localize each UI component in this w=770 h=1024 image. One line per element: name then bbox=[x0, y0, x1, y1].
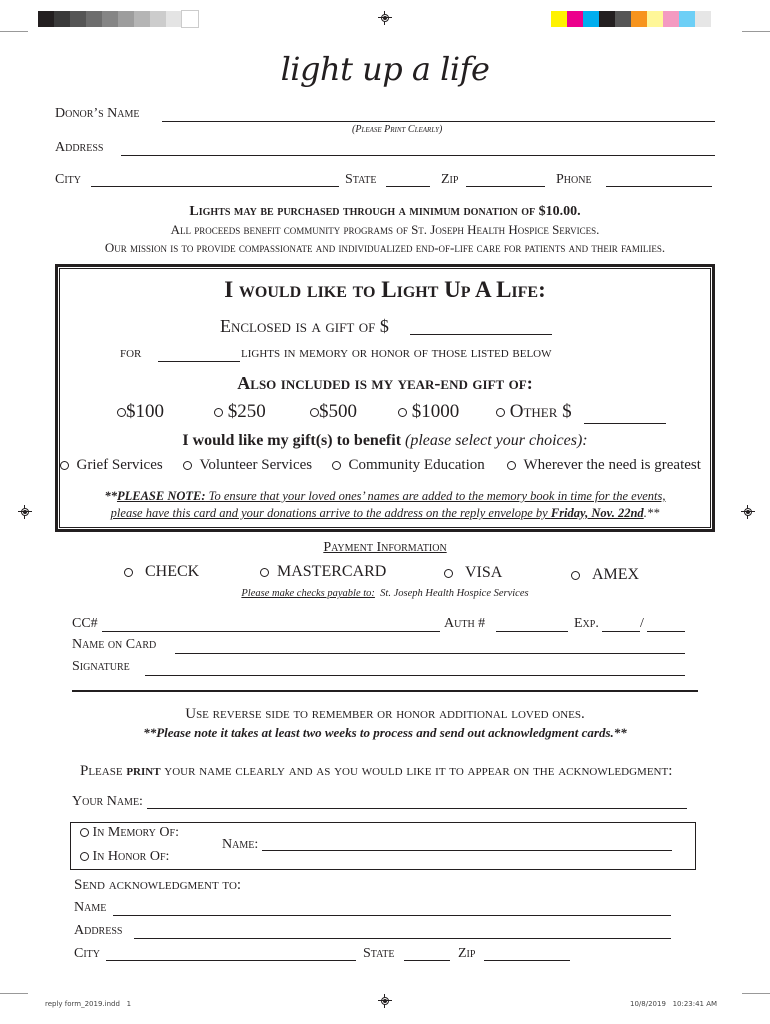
color-swatch bbox=[551, 11, 567, 27]
zip-label: Zip bbox=[441, 172, 459, 187]
color-swatch bbox=[567, 11, 583, 27]
radio-icon bbox=[571, 571, 580, 580]
honoree-name-field[interactable] bbox=[262, 850, 672, 851]
color-swatch bbox=[150, 11, 166, 27]
radio-icon bbox=[80, 852, 89, 861]
city-field[interactable] bbox=[91, 186, 339, 187]
send-acknowledgment-label: Send acknowledgment to: bbox=[74, 877, 242, 893]
your-name-label: Your Name: bbox=[72, 794, 143, 809]
radio-icon bbox=[444, 569, 453, 578]
amount-1000[interactable]: $1000 bbox=[398, 401, 459, 423]
ack-name-label: Name bbox=[74, 900, 107, 915]
color-swatch bbox=[86, 11, 102, 27]
lights-count-field[interactable] bbox=[158, 361, 240, 362]
cc-number-field[interactable] bbox=[102, 631, 440, 632]
color-swatch bbox=[679, 11, 695, 27]
exp-year-field[interactable] bbox=[647, 631, 685, 632]
radio-icon bbox=[124, 568, 133, 577]
payment-heading: Payment Information bbox=[323, 540, 447, 555]
exp-label: Exp. bbox=[574, 616, 599, 631]
amount-250[interactable]: $250 bbox=[214, 401, 266, 423]
city-label: City bbox=[55, 172, 81, 187]
state-field[interactable] bbox=[386, 186, 430, 187]
benefit-volunteer[interactable]: Volunteer Services bbox=[183, 457, 312, 474]
benefit-grief[interactable]: Grief Services bbox=[60, 457, 163, 474]
color-swatch bbox=[134, 11, 150, 27]
color-swatch bbox=[647, 11, 663, 27]
auth-label: Auth # bbox=[444, 616, 486, 631]
color-swatch bbox=[38, 11, 54, 27]
color-swatch bbox=[70, 11, 86, 27]
address-field[interactable] bbox=[121, 155, 715, 156]
radio-icon bbox=[260, 568, 269, 577]
color-swatch bbox=[599, 11, 615, 27]
exp-separator: / bbox=[640, 616, 644, 631]
radio-icon bbox=[496, 408, 505, 417]
auth-field[interactable] bbox=[496, 631, 568, 632]
for-tail: lights in memory or honor of those listed below bbox=[241, 345, 552, 361]
in-honor-option[interactable]: In Honor Of: bbox=[80, 849, 169, 865]
payment-mastercard[interactable]: MASTERCARD bbox=[260, 563, 386, 581]
color-swatch bbox=[583, 11, 599, 27]
payment-check[interactable]: CHECK bbox=[124, 563, 199, 581]
benefit-wherever-needed[interactable]: Wherever the need is greatest bbox=[507, 457, 701, 474]
enclosed-label: Enclosed is a gift of $ bbox=[220, 316, 389, 336]
radio-icon bbox=[117, 408, 126, 417]
amount-500[interactable]: $500 bbox=[310, 401, 357, 423]
color-swatch bbox=[166, 11, 182, 27]
intro-line-3: Our mission is to provide compassionate and individualized end-of-life care for patients and their families. bbox=[104, 240, 666, 255]
name-on-card-label: Name on Card bbox=[72, 637, 157, 652]
acknowledgment-instruction: Please print your name clearly and as you would like it to appear on the acknowledgment: bbox=[80, 763, 673, 779]
registration-mark-icon bbox=[378, 11, 392, 25]
your-name-field[interactable] bbox=[147, 808, 687, 809]
zip-field[interactable] bbox=[466, 186, 545, 187]
signature-label: Signature bbox=[72, 659, 130, 674]
ack-state-label: State bbox=[363, 946, 395, 961]
color-swatch bbox=[695, 11, 711, 27]
state-label: State bbox=[345, 172, 377, 187]
cc-label: CC# bbox=[72, 616, 98, 631]
color-swatch bbox=[663, 11, 679, 27]
color-swatch bbox=[102, 11, 118, 27]
ack-address-field[interactable] bbox=[134, 938, 671, 939]
footer-filename: reply form_2019.indd 1 bbox=[45, 1000, 132, 1008]
crop-mark bbox=[0, 993, 28, 994]
phone-label: Phone bbox=[556, 172, 592, 187]
crop-mark bbox=[0, 31, 28, 32]
payment-amex[interactable]: AMEX bbox=[571, 566, 639, 584]
registration-mark-icon bbox=[378, 994, 392, 1008]
radio-icon bbox=[60, 461, 69, 470]
benefit-heading: I would like my gift(s) to benefit (please select your choices): bbox=[182, 432, 588, 449]
print-clearly-note: (Please Print Clearly) bbox=[352, 124, 443, 135]
ack-city-label: City bbox=[74, 946, 100, 961]
address-label: Address bbox=[55, 140, 104, 155]
donor-name-field[interactable] bbox=[162, 121, 715, 122]
color-swatch bbox=[615, 11, 631, 27]
payment-visa[interactable]: VISA bbox=[444, 564, 502, 582]
reverse-side-note: Use reverse side to remember or honor additional loved ones. bbox=[185, 706, 585, 722]
honoree-name-label: Name: bbox=[222, 837, 259, 852]
section-divider bbox=[72, 690, 698, 692]
exp-month-field[interactable] bbox=[602, 631, 640, 632]
benefit-community-education[interactable]: Community Education bbox=[332, 457, 485, 474]
enclosed-amount-field[interactable] bbox=[410, 334, 552, 335]
deadline-note: **PLEASE NOTE: To ensure that your loved ones’ names are added to the memory book in time for the events, please have this card and your donations arrive to the address on the reply envelope by Friday, Nov. 22nd.** bbox=[104, 489, 666, 520]
radio-icon bbox=[507, 461, 516, 470]
ack-state-field[interactable] bbox=[404, 960, 450, 961]
amount-other[interactable]: Other $ bbox=[496, 401, 572, 423]
other-amount-field[interactable] bbox=[584, 423, 666, 424]
color-swatch bbox=[54, 11, 70, 27]
signature-field[interactable] bbox=[145, 675, 685, 676]
radio-icon bbox=[214, 408, 223, 417]
amount-100[interactable]: $100 bbox=[117, 401, 164, 423]
page-title: light up a life bbox=[280, 50, 490, 88]
checks-payable-note: Please make checks payable to: St. Joseph Health Hospice Services bbox=[241, 588, 529, 599]
ack-city-field[interactable] bbox=[106, 960, 356, 961]
radio-icon bbox=[332, 461, 341, 470]
phone-field[interactable] bbox=[606, 186, 712, 187]
year-end-gift-heading: Also included is my year-end gift of: bbox=[237, 373, 533, 393]
ack-address-label: Address bbox=[74, 923, 123, 938]
color-swatch bbox=[118, 11, 134, 27]
color-swatch bbox=[182, 11, 198, 27]
intro-line-2: All proceeds benefit community programs of St. Joseph Health Hospice Services. bbox=[170, 222, 600, 237]
footer-timestamp: 10/8/2019 10:23:41 AM bbox=[630, 1000, 718, 1008]
for-label: for bbox=[120, 345, 142, 361]
processing-note: **Please note it takes at least two weeks to process and send out acknowledgment cards.** bbox=[143, 725, 627, 740]
name-on-card-field[interactable] bbox=[175, 653, 685, 654]
crop-mark bbox=[742, 993, 770, 994]
radio-icon bbox=[310, 408, 319, 417]
crop-mark bbox=[742, 31, 770, 32]
radio-icon bbox=[80, 828, 89, 837]
donor-name-label: Donor’s Name bbox=[55, 106, 140, 121]
ack-name-field[interactable] bbox=[113, 915, 671, 916]
radio-icon bbox=[398, 408, 407, 417]
in-memory-option[interactable]: In Memory Of: bbox=[80, 825, 179, 841]
ack-zip-label: Zip bbox=[458, 946, 476, 961]
gift-box-heading: I would like to Light Up A Life: bbox=[224, 277, 546, 302]
ack-zip-field[interactable] bbox=[484, 960, 570, 961]
radio-icon bbox=[183, 461, 192, 470]
intro-line-1: Lights may be purchased through a minimum donation of $10.00. bbox=[189, 204, 581, 219]
color-swatch bbox=[631, 11, 647, 27]
